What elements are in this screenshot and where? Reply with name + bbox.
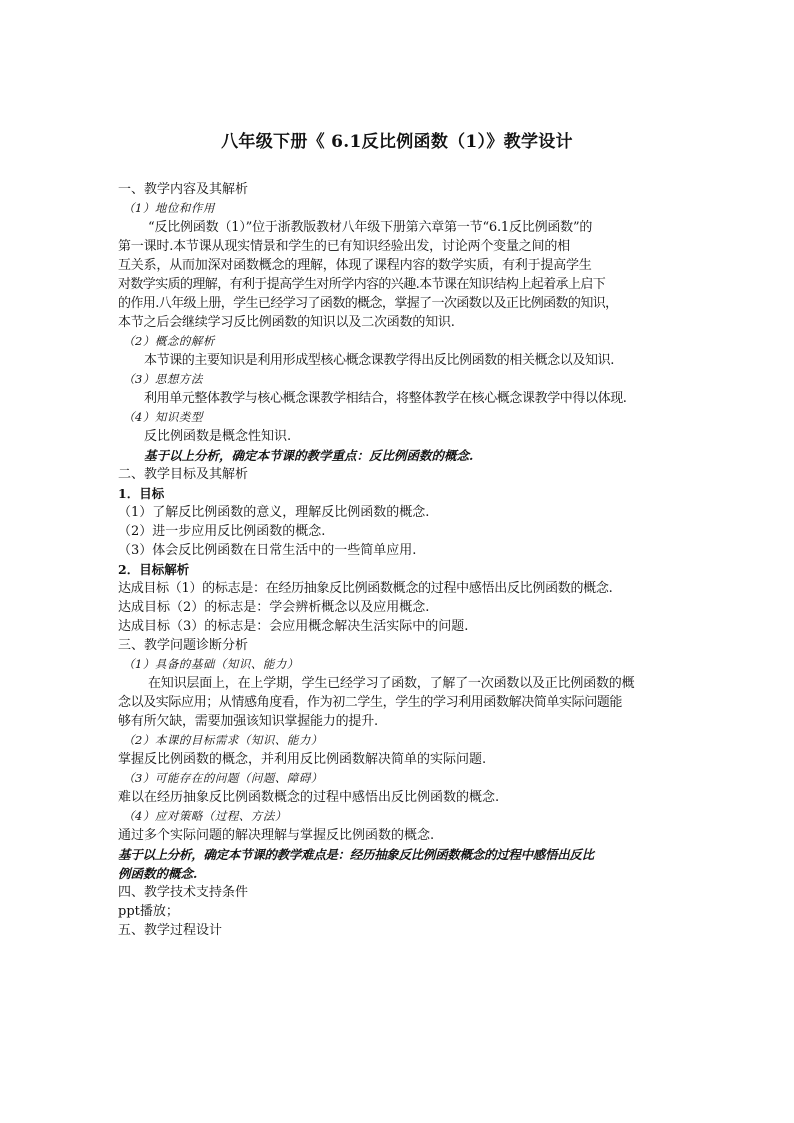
subheading-possible-problems: （3）可能存在的问题（问题、障碍）: [123, 771, 323, 785]
subheading-thinking-method: （3）思想方法: [123, 372, 203, 386]
paragraph-line: 掌握反比例函数的概念，并利用反比例函数解决简单的实际问题.: [118, 752, 487, 767]
subheading-target-needs: （2）本课的目标需求（知识、能力）: [123, 733, 323, 747]
goal-item: （2）进一步应用反比例函数的概念.: [118, 524, 326, 539]
paragraph-line: 在知识层面上，在上学期，学生已经学习了函数，了解了一次函数以及正比例函数的概: [148, 676, 635, 691]
subheading-concept-analysis: （2）概念的解析: [123, 334, 215, 348]
paragraph-line: 反比例函数是概念性知识.: [144, 429, 292, 444]
goal-analysis-item: 达成目标（1）的标志是：在经历抽象反比例函数概念的过程中感悟出反比例函数的概念.: [118, 581, 613, 596]
section-heading-2: 二、教学目标及其解析: [118, 467, 249, 482]
subheading-foundation: （1）具备的基础（知识、能力）: [123, 657, 299, 671]
paragraph-line: 的作用.八年级上册，学生已经学习了函数的概念，掌握了一次函数以及正比例函数的知识，: [118, 296, 618, 311]
difficulty-statement-cont: 例函数的概念.: [118, 866, 198, 881]
subheading-knowledge-type: （4）知识类型: [123, 410, 203, 424]
subheading-position-role: （1）地位和作用: [123, 201, 215, 215]
paragraph-line: ppt播放；: [118, 904, 179, 919]
goal-item: （1）了解反比例函数的意义，理解反比例函数的概念.: [118, 505, 430, 520]
section-heading-5: 五、教学过程设计: [118, 923, 223, 938]
document-body: [118, 180, 678, 940]
section-heading-4: 四、教学技术支持条件: [118, 885, 249, 900]
document-title: 八年级下册《 6.1反比例函数（1）》教学设计: [221, 132, 573, 152]
goal-item: （3）体会反比例函数在日常生活中的一些简单应用.: [118, 543, 417, 558]
key-point-statement: 基于以上分析，确定本节课的教学重点：反比例函数的概念.: [144, 448, 474, 463]
paragraph-line: 难以在经历抽象反比例函数概念的过程中感悟出反比例函数的概念.: [118, 790, 500, 805]
paragraph-line: 利用单元整体教学与核心概念课教学相结合，将整体教学在核心概念课教学中得以体现.: [144, 391, 627, 406]
goal-analysis-item: 达成目标（3）的标志是：会应用概念解决生活实际中的问题.: [118, 619, 469, 634]
subheading-goals: 1．目标: [118, 486, 165, 501]
paragraph-line: 对数学实质的理解，有利于提高学生对所学内容的兴趣.本节课在知识结构上起着承上启下: [118, 277, 606, 292]
section-heading-1: 一、教学内容及其解析: [118, 182, 249, 197]
subheading-goal-analysis: 2．目标解析: [118, 562, 190, 577]
paragraph-line: 通过多个实际问题的解决理解与掌握反比例函数的概念.: [118, 828, 435, 843]
paragraph-line: “反比例函数（1）”位于浙教版教材八年级下册第六章第一节“6.1反比例函数”的: [148, 220, 593, 235]
paragraph-line: 第一课时.本节课从现实情景和学生的已有知识经验出发，讨论两个变量之间的相: [118, 239, 570, 254]
paragraph-line: 本节课的主要知识是利用形成型核心概念课教学得出反比例函数的相关概念以及知识.: [144, 353, 614, 368]
subheading-strategy: （4）应对策略（过程、方法）: [123, 809, 287, 823]
section-heading-3: 三、教学问题诊断分析: [118, 638, 249, 653]
paragraph-line: 够有所欠缺，需要加强该知识掌握能力的提升.: [118, 714, 378, 729]
paragraph-line: 互关系，从而加深对函数概念的理解，体现了课程内容的数学实质，有利于提高学生: [118, 258, 592, 273]
goal-analysis-item: 达成目标（2）的标志是：学会辨析概念以及应用概念.: [118, 600, 430, 615]
difficulty-statement: 基于以上分析，确定本节课的教学难点是：经历抽象反比例函数概念的过程中感悟出反比: [118, 847, 594, 862]
paragraph-line: 本节之后会继续学习反比例函数的知识以及二次函数的知识.: [118, 315, 455, 330]
paragraph-line: 念以及实际应用；从情感角度看，作为初二学生，学生的学习利用函数解决简单实际问题能: [118, 695, 623, 710]
